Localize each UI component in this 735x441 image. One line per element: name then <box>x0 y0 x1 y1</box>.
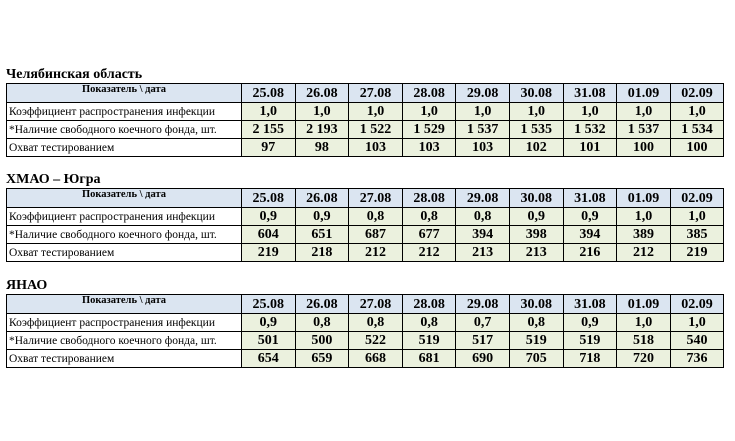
table-row <box>7 139 724 157</box>
header-label: Показатель \ дата <box>7 295 242 314</box>
cell-value: 1,0 <box>509 103 563 121</box>
cell-value: 705 <box>509 350 563 368</box>
cell-value: 398 <box>509 226 563 244</box>
cell-value: 659 <box>295 350 349 368</box>
cell-value: 1 522 <box>349 121 403 139</box>
cell-value: 2 193 <box>295 121 349 139</box>
cell-value: 0,8 <box>349 208 403 226</box>
date-header: 02.09 <box>670 295 724 314</box>
table-row <box>7 332 724 350</box>
cell-value: 540 <box>670 332 724 350</box>
cell-value: 100 <box>617 139 671 157</box>
region-title-chelyabinsk: Челябинская область <box>6 67 143 82</box>
cell-value: 1 537 <box>456 121 510 139</box>
row-label: Коэффициент распространения инфекции <box>7 208 242 226</box>
cell-value: 0,8 <box>295 314 349 332</box>
cell-value: 1,0 <box>617 103 671 121</box>
cell-value: 102 <box>509 139 563 157</box>
cell-value: 1,0 <box>617 314 671 332</box>
date-header: 28.08 <box>402 84 456 103</box>
cell-value: 103 <box>349 139 403 157</box>
cell-value: 394 <box>456 226 510 244</box>
date-header: 25.08 <box>242 295 296 314</box>
cell-value: 1,0 <box>242 103 296 121</box>
cell-value: 720 <box>617 350 671 368</box>
row-label: Коэффициент распространения инфекции <box>7 314 242 332</box>
cell-value: 219 <box>242 244 296 262</box>
date-header: 31.08 <box>563 189 617 208</box>
cell-value: 0,9 <box>242 208 296 226</box>
cell-value: 1,0 <box>295 103 349 121</box>
table-khmao <box>6 188 724 262</box>
date-header: 29.08 <box>456 189 510 208</box>
table-row <box>7 314 724 332</box>
header-label: Показатель \ дата <box>7 189 242 208</box>
row-label: Охват тестированием <box>7 350 242 368</box>
cell-value: 518 <box>617 332 671 350</box>
cell-value: 385 <box>670 226 724 244</box>
cell-value: 519 <box>509 332 563 350</box>
date-header: 01.09 <box>617 189 671 208</box>
cell-value: 0,9 <box>563 314 617 332</box>
table-row <box>7 103 724 121</box>
cell-value: 0,8 <box>509 314 563 332</box>
date-header: 25.08 <box>242 84 296 103</box>
table-row <box>7 208 724 226</box>
cell-value: 1,0 <box>670 314 724 332</box>
cell-value: 1 529 <box>402 121 456 139</box>
cell-value: 1 534 <box>670 121 724 139</box>
cell-value: 654 <box>242 350 296 368</box>
row-label: *Наличие свободного коечного фонда, шт. <box>7 226 242 244</box>
cell-value: 681 <box>402 350 456 368</box>
date-header: 31.08 <box>563 295 617 314</box>
date-header: 29.08 <box>456 84 510 103</box>
date-header: 26.08 <box>295 295 349 314</box>
header-row <box>7 189 724 208</box>
cell-value: 1,0 <box>456 103 510 121</box>
row-label: Охват тестированием <box>7 139 242 157</box>
date-header: 01.09 <box>617 84 671 103</box>
cell-value: 500 <box>295 332 349 350</box>
cell-value: 0,9 <box>242 314 296 332</box>
date-header: 30.08 <box>509 189 563 208</box>
cell-value: 213 <box>509 244 563 262</box>
cell-value: 1 532 <box>563 121 617 139</box>
cell-value: 219 <box>670 244 724 262</box>
date-header: 31.08 <box>563 84 617 103</box>
cell-value: 97 <box>242 139 296 157</box>
cell-value: 501 <box>242 332 296 350</box>
header-row <box>7 295 724 314</box>
date-header: 02.09 <box>670 84 724 103</box>
table-yanao <box>6 294 724 368</box>
region-title-khmao: ХМАО – Югра <box>6 172 101 187</box>
cell-value: 2 155 <box>242 121 296 139</box>
table-row <box>7 226 724 244</box>
region-title-yanao: ЯНАО <box>6 278 48 293</box>
cell-value: 519 <box>563 332 617 350</box>
date-header: 26.08 <box>295 189 349 208</box>
cell-value: 690 <box>456 350 510 368</box>
cell-value: 103 <box>456 139 510 157</box>
cell-value: 1,0 <box>349 103 403 121</box>
cell-value: 1 535 <box>509 121 563 139</box>
cell-value: 519 <box>402 332 456 350</box>
table-row <box>7 244 724 262</box>
cell-value: 718 <box>563 350 617 368</box>
cell-value: 212 <box>402 244 456 262</box>
cell-value: 212 <box>349 244 403 262</box>
table-chelyabinsk <box>6 83 724 157</box>
date-header: 27.08 <box>349 84 403 103</box>
cell-value: 736 <box>670 350 724 368</box>
date-header: 27.08 <box>349 295 403 314</box>
row-label: Охват тестированием <box>7 244 242 262</box>
date-header: 27.08 <box>349 189 403 208</box>
cell-value: 389 <box>617 226 671 244</box>
table-row <box>7 121 724 139</box>
cell-value: 0,8 <box>402 208 456 226</box>
date-header: 30.08 <box>509 84 563 103</box>
cell-value: 517 <box>456 332 510 350</box>
cell-value: 101 <box>563 139 617 157</box>
row-label: *Наличие свободного коечного фонда, шт. <box>7 332 242 350</box>
cell-value: 0,9 <box>295 208 349 226</box>
cell-value: 677 <box>402 226 456 244</box>
cell-value: 213 <box>456 244 510 262</box>
cell-value: 218 <box>295 244 349 262</box>
cell-value: 1,0 <box>670 208 724 226</box>
header-row <box>7 84 724 103</box>
cell-value: 1,0 <box>617 208 671 226</box>
date-header: 26.08 <box>295 84 349 103</box>
cell-value: 1,0 <box>563 103 617 121</box>
date-header: 28.08 <box>402 189 456 208</box>
cell-value: 100 <box>670 139 724 157</box>
header-label: Показатель \ дата <box>7 84 242 103</box>
cell-value: 103 <box>402 139 456 157</box>
cell-value: 1,0 <box>402 103 456 121</box>
cell-value: 0,9 <box>563 208 617 226</box>
date-header: 28.08 <box>402 295 456 314</box>
cell-value: 0,8 <box>402 314 456 332</box>
cell-value: 668 <box>349 350 403 368</box>
cell-value: 1,0 <box>670 103 724 121</box>
date-header: 30.08 <box>509 295 563 314</box>
cell-value: 1 537 <box>617 121 671 139</box>
cell-value: 212 <box>617 244 671 262</box>
cell-value: 604 <box>242 226 296 244</box>
cell-value: 651 <box>295 226 349 244</box>
cell-value: 687 <box>349 226 403 244</box>
cell-value: 0,7 <box>456 314 510 332</box>
date-header: 02.09 <box>670 189 724 208</box>
cell-value: 216 <box>563 244 617 262</box>
cell-value: 0,8 <box>456 208 510 226</box>
cell-value: 0,9 <box>509 208 563 226</box>
date-header: 29.08 <box>456 295 510 314</box>
date-header: 01.09 <box>617 295 671 314</box>
table-row <box>7 350 724 368</box>
cell-value: 522 <box>349 332 403 350</box>
cell-value: 98 <box>295 139 349 157</box>
cell-value: 394 <box>563 226 617 244</box>
row-label: *Наличие свободного коечного фонда, шт. <box>7 121 242 139</box>
cell-value: 0,8 <box>349 314 403 332</box>
date-header: 25.08 <box>242 189 296 208</box>
row-label: Коэффициент распространения инфекции <box>7 103 242 121</box>
